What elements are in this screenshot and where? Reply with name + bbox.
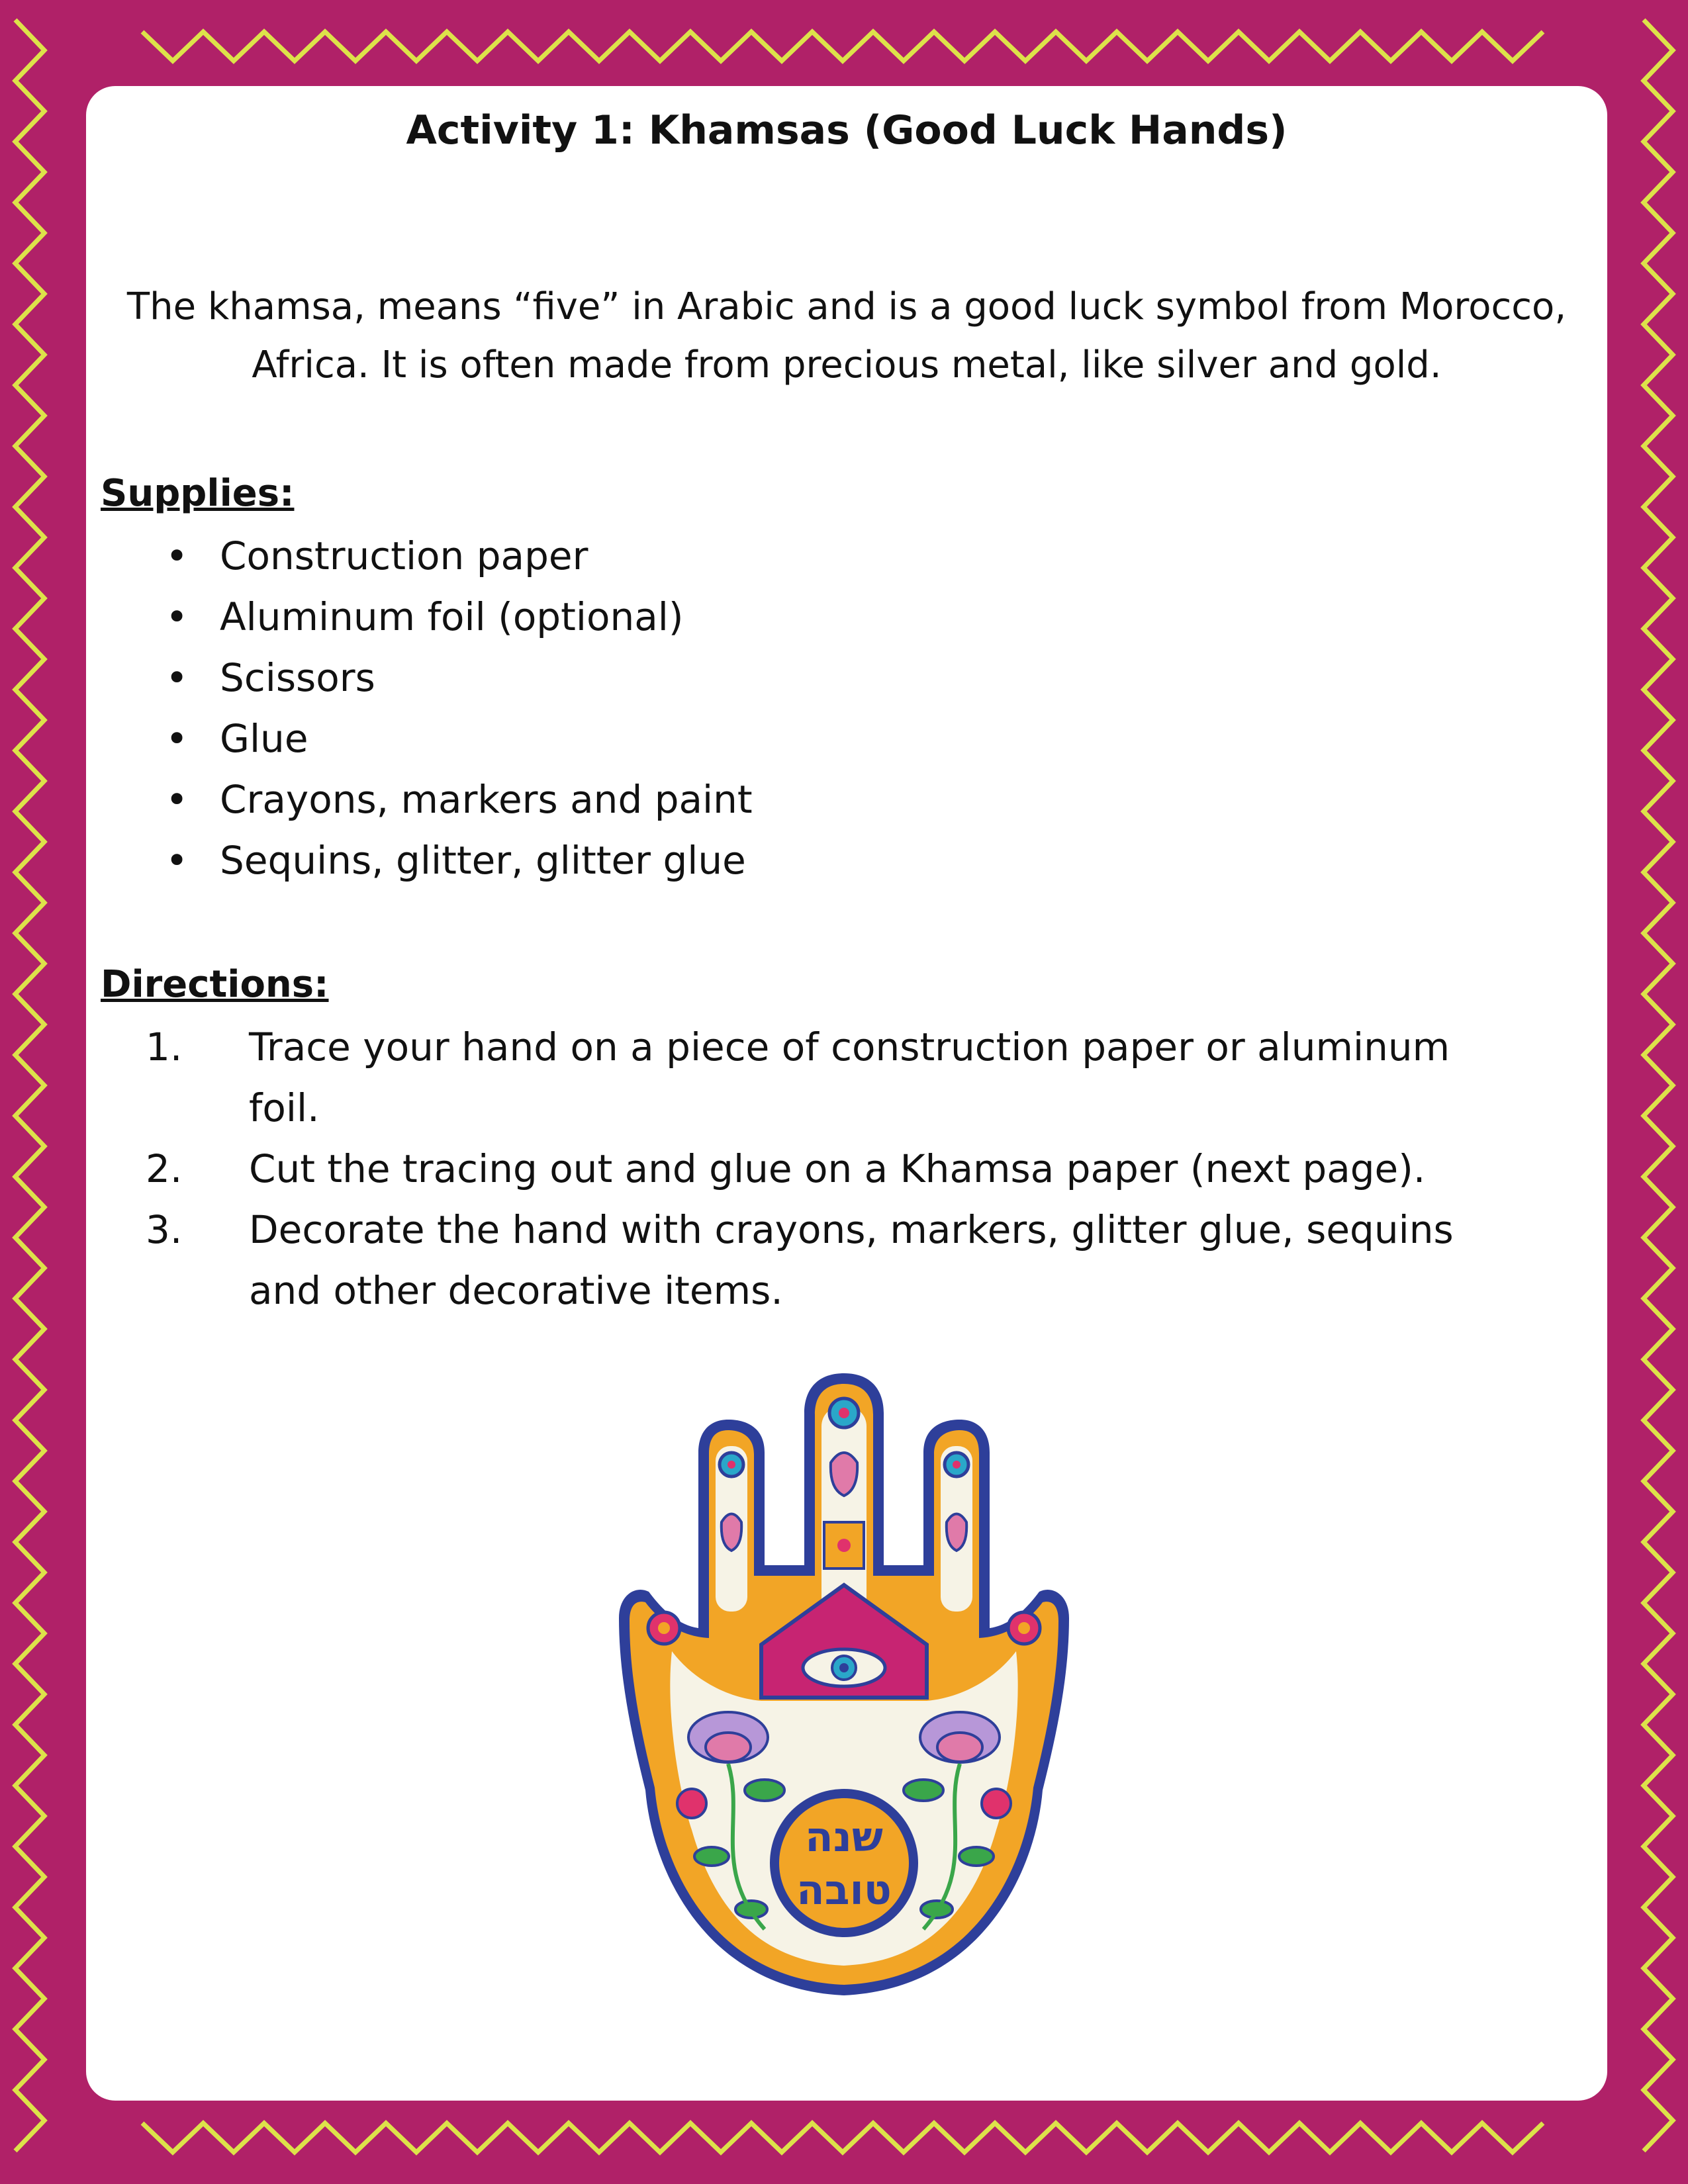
step-number: 3.	[146, 1207, 183, 1252]
supply-item-label: Glue	[220, 716, 308, 761]
page-title: Activity 1: Khamsas (Good Luck Hands)	[406, 107, 1288, 154]
intro-line-1: The khamsa, means “five” in Arabic and is a good luck symbol from Morocco,	[126, 285, 1567, 328]
supply-item	[165, 586, 684, 647]
supply-item-label: Sequins, glitter, glitter glue	[220, 838, 746, 883]
supply-item	[165, 647, 375, 708]
supply-item-label: Crayons, markers and paint	[220, 777, 753, 822]
hebrew-text-bottom: טובה	[796, 1866, 892, 1914]
step-text: Trace your hand on a piece of construction paper or aluminum	[249, 1024, 1450, 1069]
bullet-icon: •	[165, 838, 189, 883]
supply-item	[165, 525, 588, 586]
step-number: 1.	[146, 1024, 183, 1069]
bullet-icon: •	[165, 777, 189, 822]
hamsa-hand-icon	[612, 1367, 1076, 2002]
step-number: 2.	[146, 1146, 183, 1191]
supply-item-label: Scissors	[220, 655, 375, 700]
bullet-icon: •	[165, 533, 189, 578]
supply-item-label: Construction paper	[220, 533, 588, 578]
step-text: Cut the tracing out and glue on a Khamsa paper (next page).	[249, 1146, 1426, 1191]
bullet-icon: •	[165, 655, 189, 700]
supply-item	[165, 708, 308, 769]
bullet-icon: •	[165, 594, 189, 639]
supplies-heading: Supplies:	[101, 472, 295, 515]
supply-item	[165, 769, 753, 830]
content-card	[86, 86, 1607, 2101]
step-text: Decorate the hand with crayons, markers, glitter glue, sequins	[249, 1207, 1454, 1252]
step-text: and other decorative items.	[249, 1268, 783, 1313]
hebrew-text-top: שנה	[805, 1813, 883, 1861]
supply-item-label: Aluminum foil (optional)	[220, 594, 684, 639]
intro-line-2: Africa. It is often made from precious metal, like silver and gold.	[252, 343, 1442, 387]
step-text: foil.	[249, 1085, 320, 1130]
supply-item	[165, 830, 746, 891]
directions-heading: Directions:	[101, 963, 329, 1006]
bullet-icon: •	[165, 716, 189, 761]
